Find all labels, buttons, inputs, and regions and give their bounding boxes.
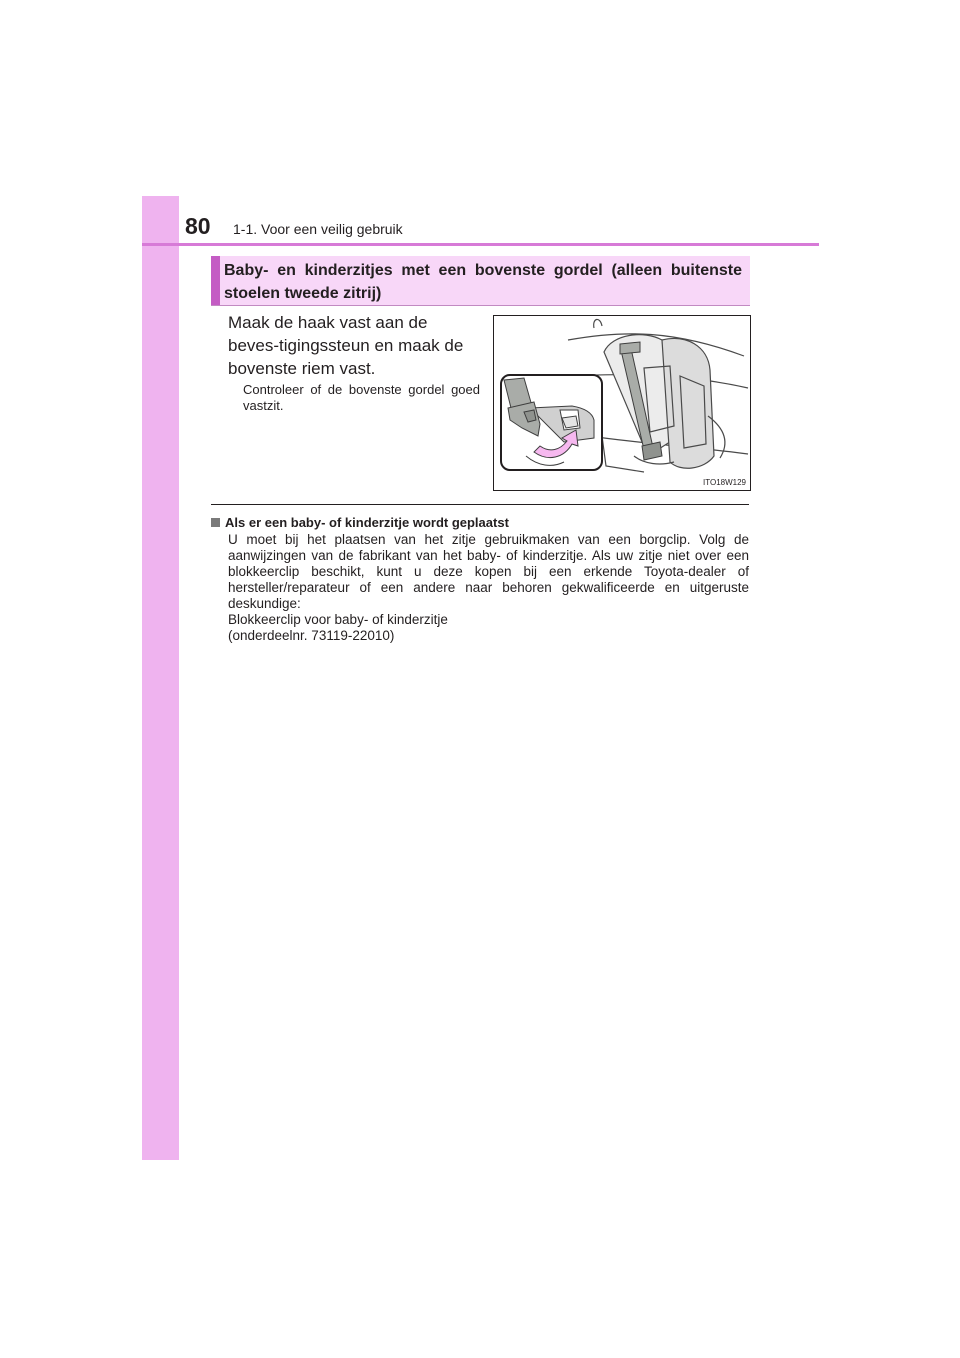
section-title-line-2: stoelen tweede zitrij) bbox=[224, 285, 382, 302]
figure-code: ITO18W129 bbox=[703, 478, 746, 487]
chapter-side-tab bbox=[142, 196, 179, 1160]
section-heading-accent bbox=[211, 256, 220, 305]
bullet-square-icon bbox=[211, 518, 220, 527]
note-heading-text: Als er een baby- of kinderzitje wordt geplaatst bbox=[225, 515, 509, 530]
note-part-name: Blokkeerclip voor baby- of kinderzitje bbox=[228, 612, 448, 627]
note-heading bbox=[211, 514, 509, 531]
section-divider bbox=[211, 504, 749, 505]
tether-illustration-drawing bbox=[494, 316, 750, 490]
section-title bbox=[224, 259, 742, 305]
step-instruction: Maak de haak vast aan de beves-tigingssteun en maak de bovenste riem vast. bbox=[228, 313, 464, 378]
tether-illustration bbox=[493, 315, 751, 491]
header-rule bbox=[142, 243, 819, 246]
note-body bbox=[228, 532, 749, 644]
note-part-number: (onderdeelnr. 73119-22010) bbox=[228, 628, 395, 643]
chapter-title: 1-1. Voor een veilig gebruik bbox=[233, 221, 403, 237]
page-number: 80 bbox=[185, 213, 211, 239]
section-title-line-1: Baby- en kinderzitjes met een bovenste gordel (alleen buitenste bbox=[224, 262, 742, 279]
step-note: Controleer of de bovenste gordel goed vastzit. bbox=[243, 382, 480, 413]
note-paragraph: U moet bij het plaatsen van het zitje gebruikmaken van een borgclip. Volg de aanwijzingen van de fabrikant van het baby- of kinderzitje. Als uw zitje niet over een blokkeerclip beschikt, kunt u deze kopen bij een erkende Toyota-dealer of hersteller/reparateur of een andere naar behoren gekwalificeerde en uitgeruste deskundige: bbox=[228, 532, 749, 611]
